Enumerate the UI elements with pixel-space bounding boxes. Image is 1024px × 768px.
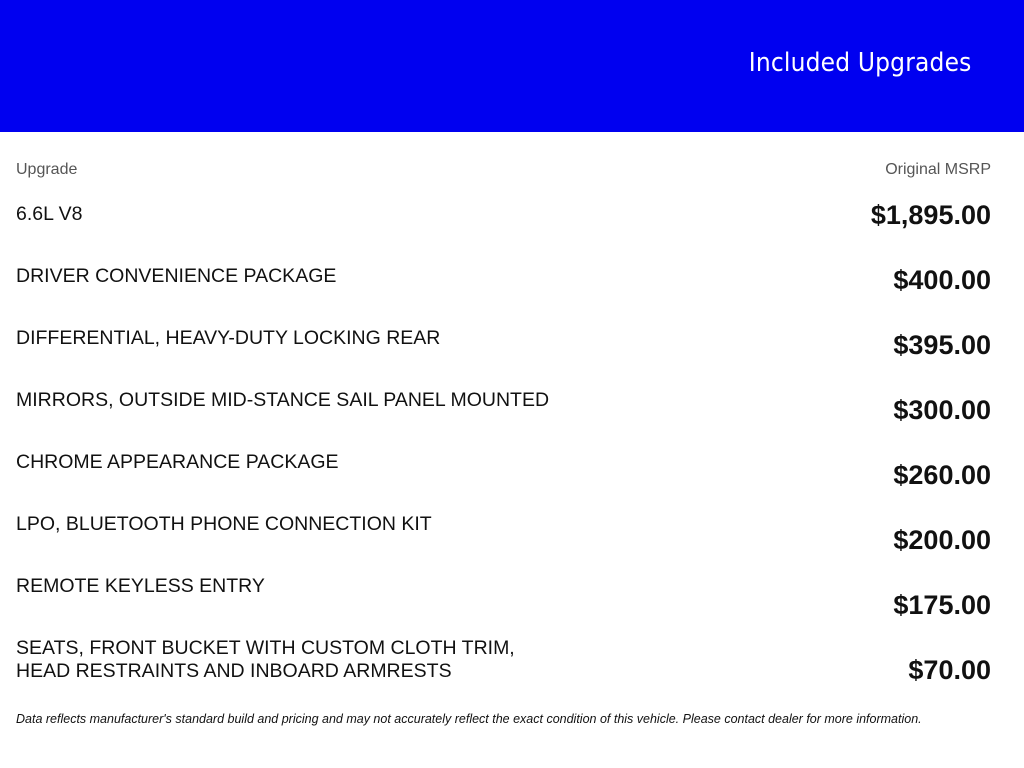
upgrade-name-line: CHROME APPEARANCE PACKAGE [16, 451, 339, 473]
upgrade-name [16, 265, 636, 288]
upgrade-name-line: DRIVER CONVENIENCE PACKAGE [16, 265, 337, 287]
disclaimer-text: Data reflects manufacturer's standard build and pricing and may not accurately reflect the exact condition of this vehicle. Please contact dealer for more information. [16, 712, 922, 726]
upgrade-row [16, 327, 991, 389]
upgrade-name-line: 6.6L V8 [16, 203, 83, 225]
upgrade-name [16, 389, 636, 412]
upgrade-name-line: HEAD RESTRAINTS AND INBOARD ARMRESTS [16, 660, 452, 682]
upgrade-name [16, 451, 636, 474]
upgrade-row [16, 513, 991, 575]
page-title: Included Upgrades [749, 48, 972, 78]
upgrade-row [16, 637, 991, 711]
upgrade-row [16, 575, 991, 637]
upgrades-list [16, 200, 991, 711]
upgrade-name-line: REMOTE KEYLESS ENTRY [16, 575, 265, 597]
column-header-upgrade: Upgrade [16, 161, 78, 178]
upgrade-row [16, 200, 991, 265]
header-banner [0, 0, 1024, 132]
upgrade-name [16, 575, 636, 598]
upgrade-price: $300.00 [893, 395, 991, 425]
upgrade-row [16, 451, 991, 513]
upgrade-name [16, 327, 636, 350]
column-header-msrp: Original MSRP [885, 161, 991, 178]
upgrade-row [16, 265, 991, 327]
upgrade-name [16, 513, 636, 536]
upgrade-price: $200.00 [893, 525, 991, 555]
upgrade-name-line: DIFFERENTIAL, HEAVY-DUTY LOCKING REAR [16, 327, 441, 349]
upgrade-price: $260.00 [893, 460, 991, 490]
upgrade-price: $70.00 [908, 655, 991, 685]
upgrade-price: $175.00 [893, 590, 991, 620]
upgrade-name [16, 203, 636, 226]
upgrade-name-line: MIRRORS, OUTSIDE MID-STANCE SAIL PANEL MOUNTED [16, 389, 550, 411]
upgrade-row [16, 389, 991, 451]
upgrade-price: $1,895.00 [870, 200, 991, 230]
upgrade-name [16, 637, 636, 683]
upgrade-price: $400.00 [893, 265, 991, 295]
upgrade-price: $395.00 [893, 330, 991, 360]
upgrade-name-line: LPO, BLUETOOTH PHONE CONNECTION KIT [16, 513, 432, 535]
upgrade-name-line: SEATS, FRONT BUCKET WITH CUSTOM CLOTH TRIM, [16, 637, 515, 659]
